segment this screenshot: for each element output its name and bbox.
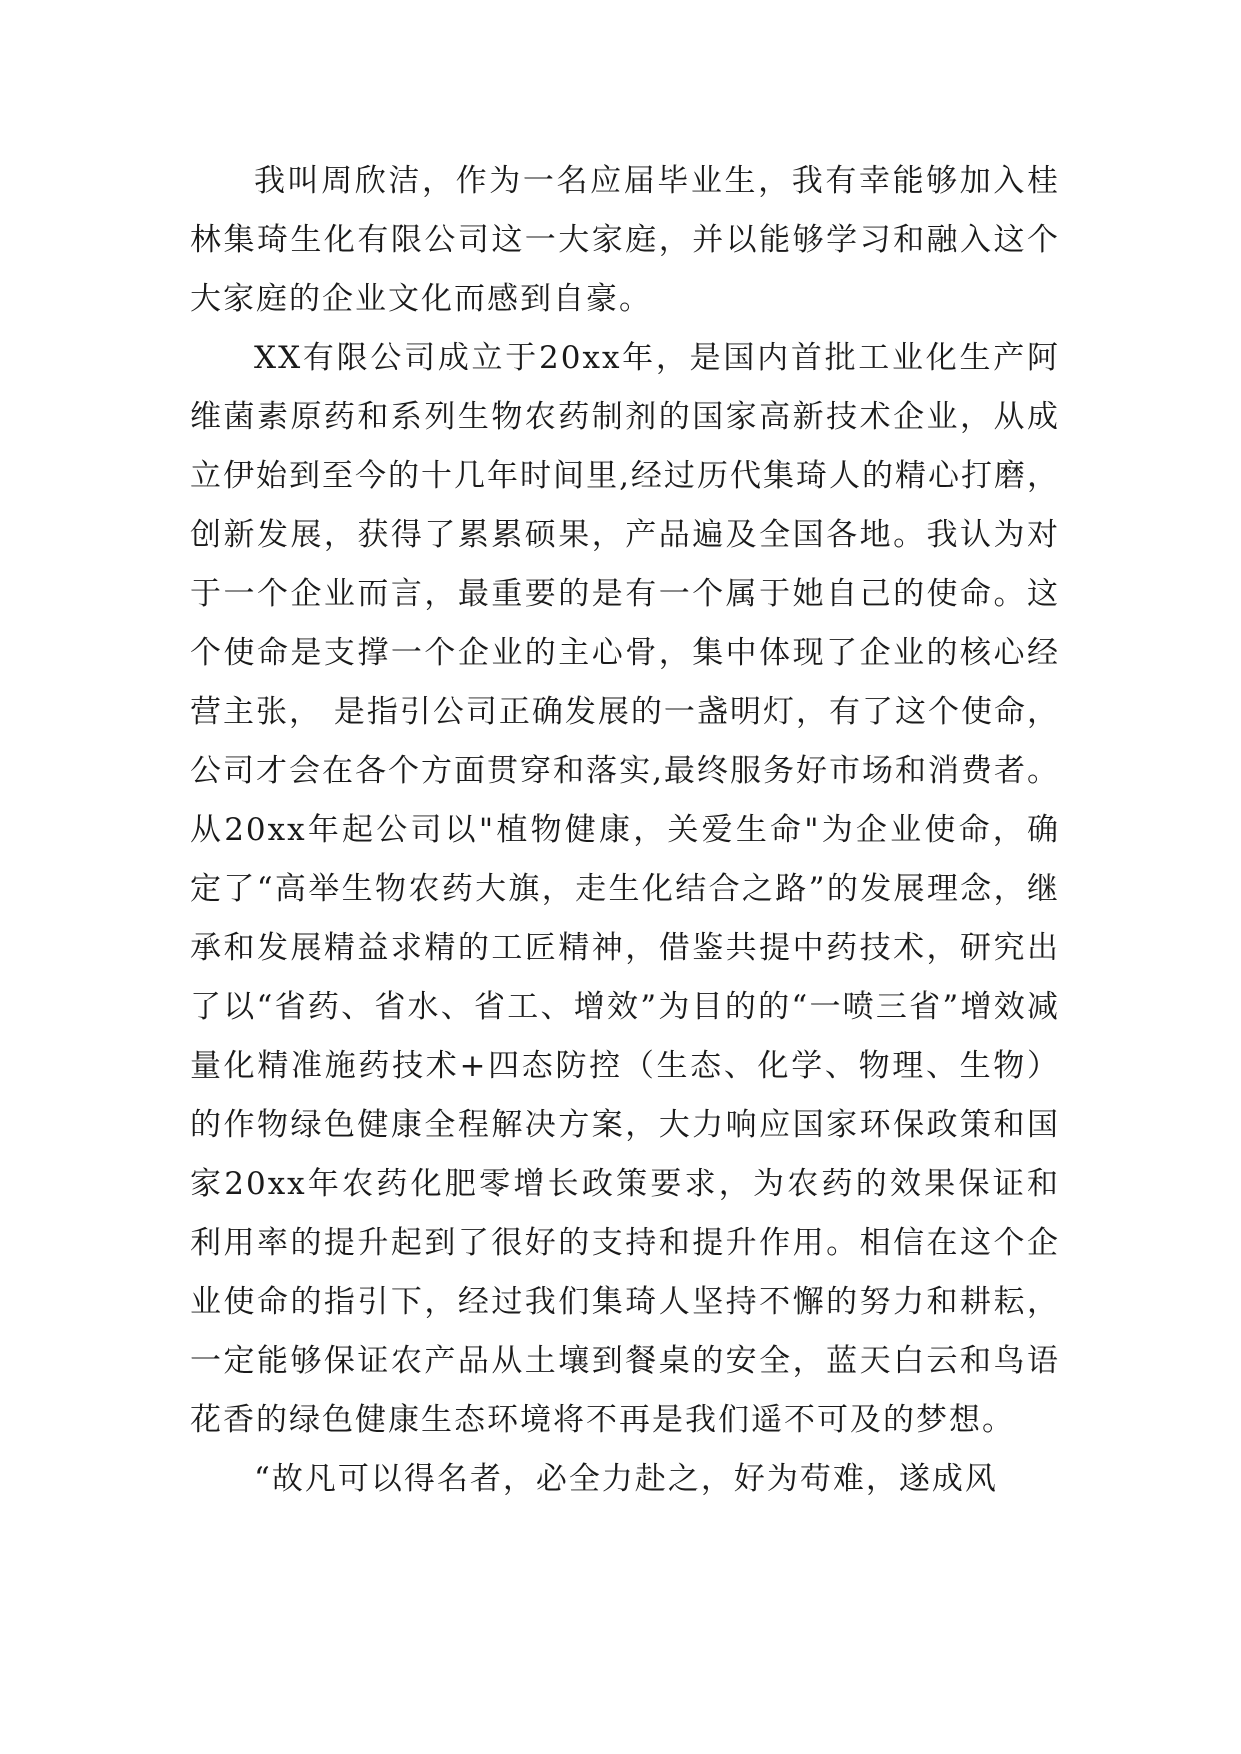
document-body — [190, 152, 1060, 1509]
paragraph-quote: “故凡可以得名者，必全力赴之，好为苟难，遂成风 — [254, 1461, 998, 1497]
paragraph-company-mission: XX有限公司成立于20xx年，是国内首批工业化生产阿维菌素原药和系列生物农药制剂的国家高新技术企业，从成立伊始到至今的十几年时间里,经过历代集琦人的精心打磨，创新发展，获得了累累硕果，产品遍及全国各地。我认为对于一个企业而言，最重要的是有一个属于她自己的使命。这个使命是支撑一个企业的主心骨，集中体现了企业的核心经营主张， 是指引公司正确发展的一盏明灯，有了这个使命，公司才会在各个方面贯穿和落实,最终服务好市场和消费者。从20xx年起公司以"植物健康，关爱生命"为企业使命，确定了“高举生物农药大旗，走生化结合之路”的发展理念，继承和发展精益求精的工匠精神，借鉴共提中药技术，研究出了以“省药、省水、省工、增效”为目的的“一喷三省”增效减量化精准施药技术+四态防控（生态、化学、物理、生物）的作物绿色健康全程解决方案，大力响应国家环保政策和国家20xx年农药化肥零增长政策要求，为农药的效果保证和利用率的提升起到了很好的支持和提升作用。相信在这个企业使命的指引下，经过我们集琦人坚持不懈的努力和耕耘，一定能够保证农产品从土壤到餐桌的安全，蓝天白云和鸟语花香的绿色健康生态环境将不再是我们遥不可及的梦想。 — [190, 340, 1060, 1438]
paragraph-intro: 我叫周欣洁，作为一名应届毕业生，我有幸能够加入桂林集琦生化有限公司这一大家庭，并以能够学习和融入这个大家庭的企业文化而感到自豪。 — [190, 163, 1060, 317]
